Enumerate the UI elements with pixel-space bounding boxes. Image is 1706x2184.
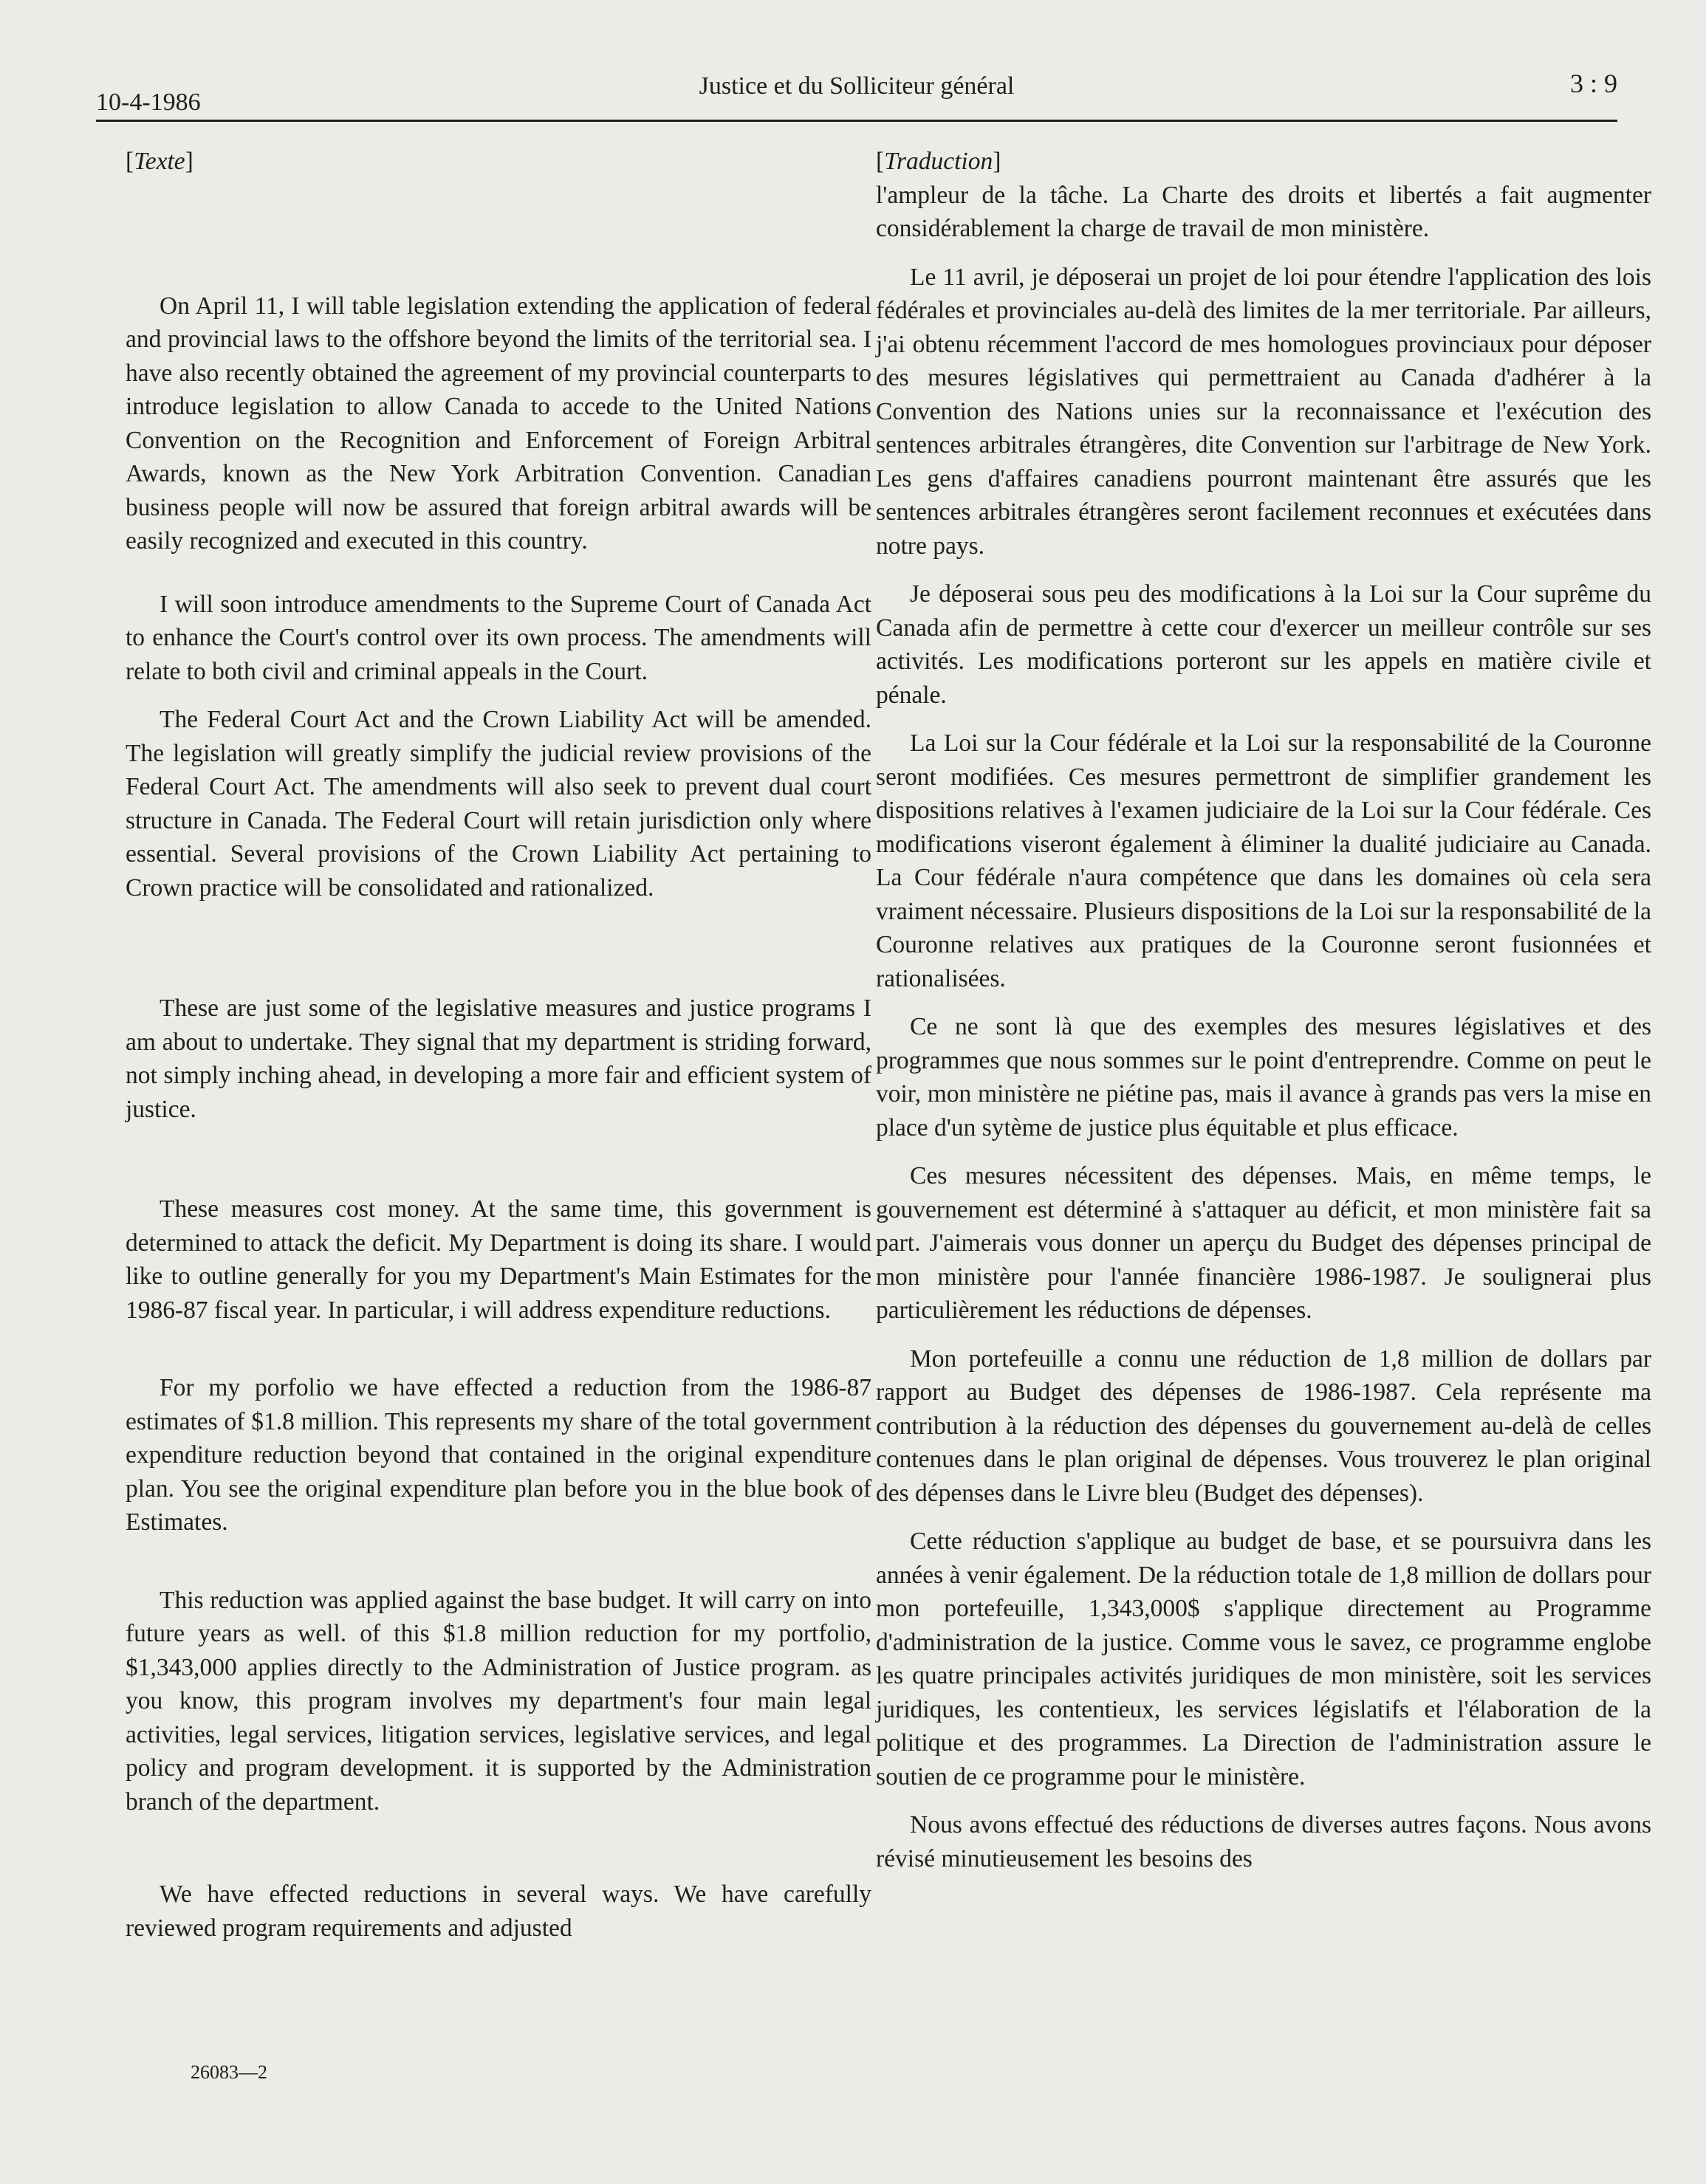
paragraph: Je déposerai sous peu des modifications à la Loi sur la Cour suprême du Canada afin de permettre à cette cour d'exercer un meilleur contrôle sur ses activités. Les modifications porteront sur les appels en matière civile et pénale. <box>876 580 1651 709</box>
paragraph: Le 11 avril, je déposerai un projet de loi pour étendre l'application des lois fédérales et provinciales au-delà des limites de la mer territoriale. Par ailleurs, j'ai obtenu récemment l'accord de mes homologues provinciaux pour déposer des mesures législatives qui permettraient au Canada d'adhérer à la Convention des Nations unies sur la reconnaissance et l'exécution des sentences arbitrales étrangères, dite Convention sur l'arbitrage de New York. Les gens d'affaires canadiens pourront maintenant être assurés que les sentences arbitrales étrangères seront facilement reconnues et exécutées dans notre pays. <box>876 263 1651 560</box>
paragraph: I will soon introduce amendments to the Supreme Court of Canada Act to enhance the Court's control over its own process. The amendments will relate to both civil and criminal appeals in the Court. <box>126 590 871 685</box>
paragraph: l'ampleur de la tâche. La Charte des droits et libertés a fait augmenter considérablement la charge de travail de mon ministère. <box>876 181 1651 242</box>
paragraph: Ces mesures nécessitent des dépenses. Mais, en même temps, le gouvernement est déterminé à s'attaquer au déficit, et mon ministère fait sa part. J'aimerais vous donner un aperçu du Budget des dépenses principal de mon ministère pour l'année financière 1986-1987. Je soulignerai plus particulièrement les réductions de dépenses. <box>876 1162 1651 1324</box>
language-label-left: [Texte] <box>126 148 193 175</box>
paragraph: These are just some of the legislative measures and justice programs I am about to undertake. They signal that my department is striding forward, not simply inching ahead, in developing a more fair and efficient system of justice. <box>126 995 871 1123</box>
language-label-text: Traduction <box>884 148 993 175</box>
header-title: Justice et du Solliciteur général <box>699 72 1015 100</box>
paragraph: We have effected reductions in several ways. We have carefully reviewed program requirements and adjusted <box>126 1881 871 1942</box>
header-rule <box>96 120 1617 122</box>
right-column <box>876 145 1651 1890</box>
header-date: 10-4-1986 <box>96 89 201 116</box>
left-column <box>126 145 871 1960</box>
header-page-number: 3 : 9 <box>1569 69 1617 98</box>
paragraph: La Loi sur la Cour fédérale et la Loi sur la responsabilité de la Couronne seront modifiées. Ces mesures permettront de simplifier grandement les dispositions relatives à l'examen judiciaire de la Loi sur la Cour fédérale. Ces modifications viseront également à éliminer la dualité judiciaire au Canada. La Cour fédérale n'aura compétence que dans les domaines où cela sera vraiment nécessaire. Plusieurs dispositions de la Loi sur la responsabilité de la Couronne relatives aux pratiques de la Couronne seront fusionnées et rationalisées. <box>876 729 1651 992</box>
paragraph: Nous avons effectué des réductions de diverses autres façons. Nous avons révisé minutieusement les besoins des <box>876 1811 1651 1872</box>
paragraph: On April 11, I will table legislation extending the application of federal and provincial laws to the offshore beyond the limits of the territorial sea. I have also recently obtained the agreement of my provincial counterparts to introduce legislation to allow Canada to accede to the United Nations Convention on the Recognition and Enforcement of Foreign Arbitral Awards, known as the New York Arbitration Convention. Canadian business people will now be assured that foreign arbitral awards will be easily recognized and executed in this country. <box>126 292 871 554</box>
page-header <box>96 68 1617 120</box>
print-code: 26083—2 <box>191 2061 267 2083</box>
paragraph: These measures cost money. At the same time, this government is determined to attack the deficit. My Department is doing its share. I would like to outline generally for you my Department's Main Estimates for the 1986-87 fiscal year. In particular, i will address expenditure reductions. <box>126 1195 871 1324</box>
paragraph: This reduction was applied against the base budget. It will carry on into future years as well. of this $1.8 million reduction for my portfolio, $1,343,000 applies directly to the Administration of Justice program. as you know, this program involves my department's four main legal activities, legal services, litigation services, legislative services, and legal policy and program development. it is supported by the Administration branch of the department. <box>126 1586 871 1816</box>
paragraph: Cette réduction s'applique au budget de base, et se poursuivra dans les années à venir également. De la réduction totale de 1,8 million de dollars pour mon portefeuille, 1,343,000$ s'applique directement au Programme d'administration de la justice. Comme vous le savez, ce programme englobe les quatre principales activités juridiques de mon ministère, soit les services juridiques, les contentieux, les services législatifs et l'élaboration de la politique et des programmes. La Direction de l'administration assure le soutien de ce programme pour le ministère. <box>876 1528 1651 1790</box>
spacer <box>126 179 871 289</box>
language-label-text: Texte <box>134 148 185 175</box>
paragraph: For my porfolio we have effected a reduction from the 1986-87 estimates of $1.8 million. This represents my share of the total government expenditure reduction beyond that contained in the original expenditure plan. You see the original expenditure plan before you in the blue book of Estimates. <box>126 1374 871 1536</box>
language-label-right: [Traduction] <box>876 148 1001 175</box>
paragraph: Ce ne sont là que des exemples des mesures législatives et des programmes que nous sommes sur le point d'entreprendre. Comme on peut le voir, mon ministère ne piétine pas, mais il avance à grands pas vers la mise en place d'un sytème de justice plus équitable et plus efficace. <box>876 1013 1651 1141</box>
paragraph: Mon portefeuille a connu une réduction de 1,8 million de dollars par rapport au Budget des dépenses de 1986-1987. Cela représente ma contribution à la réduction des dépenses du gouvernement au-delà de celles contenues dans le plan original de dépenses. Vous trouverez le plan original des dépenses dans le Livre bleu (Budget des dépenses). <box>876 1345 1651 1507</box>
paragraph: The Federal Court Act and the Crown Liability Act will be amended. The legislation will greatly simplify the judicial review provisions of the Federal Court Act. The amendments will also seek to prevent dual court structure in Canada. The Federal Court will retain jurisdiction only where essential. Several provisions of the Crown Liability Act pertaining to Crown practice will be consolidated and rationalized. <box>126 706 871 902</box>
